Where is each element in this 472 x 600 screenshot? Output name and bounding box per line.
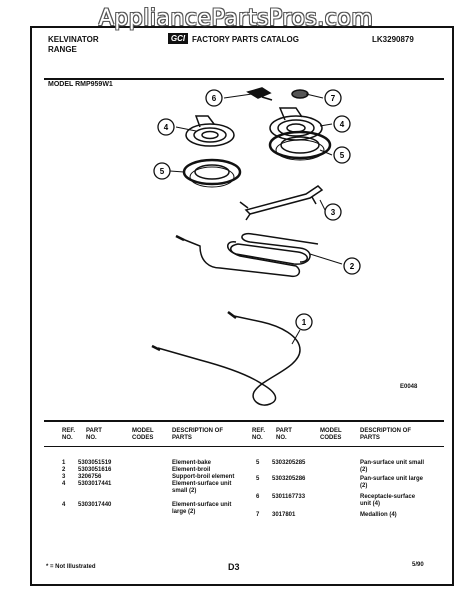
row-ref: 3	[62, 474, 66, 480]
row-desc: Element-surface unit large (2)	[172, 502, 232, 515]
callout-markers	[154, 90, 360, 330]
callout-1: 1	[301, 318, 307, 327]
row-ref: 5	[256, 460, 260, 466]
row-part: 5303051519	[78, 460, 112, 466]
broil-element-support	[240, 186, 322, 220]
header-model-left: MODEL CODES	[132, 428, 154, 441]
row-part: 3206756	[78, 474, 102, 480]
model-line: MODEL RMP959W1	[48, 81, 113, 88]
surface-element-small	[186, 116, 234, 146]
catalog-date: 5/90	[412, 562, 424, 568]
drip-pan-small	[184, 160, 240, 187]
callout-3: 3	[330, 208, 336, 217]
header-ref-right: REF. NO.	[252, 428, 266, 441]
header-desc-left: DESCRIPTION OF PARTS	[172, 428, 224, 441]
bake-element	[152, 312, 300, 405]
callout-7: 7	[330, 94, 336, 103]
catalog-number: LK3290879	[372, 35, 414, 44]
row-part: 5303051616	[78, 467, 112, 473]
row-part: 5301167733	[272, 494, 306, 500]
row-part: 5303017441	[78, 481, 112, 487]
row-ref: 1	[62, 460, 66, 466]
table-top-rule	[44, 420, 444, 422]
row-desc: Element-broil	[172, 467, 211, 473]
row-ref: 7	[256, 512, 260, 518]
table-header-rule	[44, 446, 444, 447]
callout-4-left: 4	[163, 123, 169, 132]
broil-element	[176, 234, 318, 277]
callout-5-right: 5	[339, 151, 345, 160]
product-name: RANGE	[48, 45, 77, 54]
gci-logo: GCI	[168, 33, 188, 44]
row-desc: Medallion (4)	[360, 512, 397, 518]
row-desc: Element-surface unit small (2)	[172, 481, 232, 494]
callout-2: 2	[349, 262, 355, 271]
row-ref: 4	[62, 481, 66, 487]
header-part-right: PART NO.	[276, 428, 292, 441]
row-ref: 6	[256, 494, 260, 500]
header-model-right: MODEL CODES	[320, 428, 342, 441]
row-part: 3017801	[272, 512, 296, 518]
row-part: 5303017440	[78, 502, 112, 508]
page-number: D3	[228, 562, 240, 572]
row-desc: Pan-surface unit large (2)	[360, 476, 424, 489]
header-desc-right: DESCRIPTION OF PARTS	[360, 428, 412, 441]
watermark-text: AppliancePartsPros.com	[98, 6, 374, 31]
row-desc: Pan-surface unit small (2)	[360, 460, 425, 473]
not-illustrated-note: * = Not Illustrated	[46, 564, 96, 570]
row-ref: 2	[62, 467, 66, 473]
row-desc: Receptacle-surface unit (4)	[360, 494, 416, 507]
callout-6: 6	[211, 94, 217, 103]
row-desc: Support-broil element	[172, 474, 235, 480]
diagram-code: E0048	[400, 384, 418, 390]
row-ref: 4	[62, 502, 66, 508]
header-part-left: PART NO.	[86, 428, 102, 441]
row-desc: Element-bake	[172, 460, 212, 466]
row-part: 5303205286	[272, 476, 306, 482]
callout-5-left: 5	[159, 167, 165, 176]
brand-name: KELVINATOR	[48, 35, 99, 44]
header-ref-left: REF. NO.	[62, 428, 76, 441]
row-part: 5303205285	[272, 460, 306, 466]
callout-4-right: 4	[339, 120, 345, 129]
row-ref: 5	[256, 476, 260, 482]
medallion	[292, 90, 308, 98]
catalog-title: FACTORY PARTS CATALOG	[192, 35, 299, 44]
